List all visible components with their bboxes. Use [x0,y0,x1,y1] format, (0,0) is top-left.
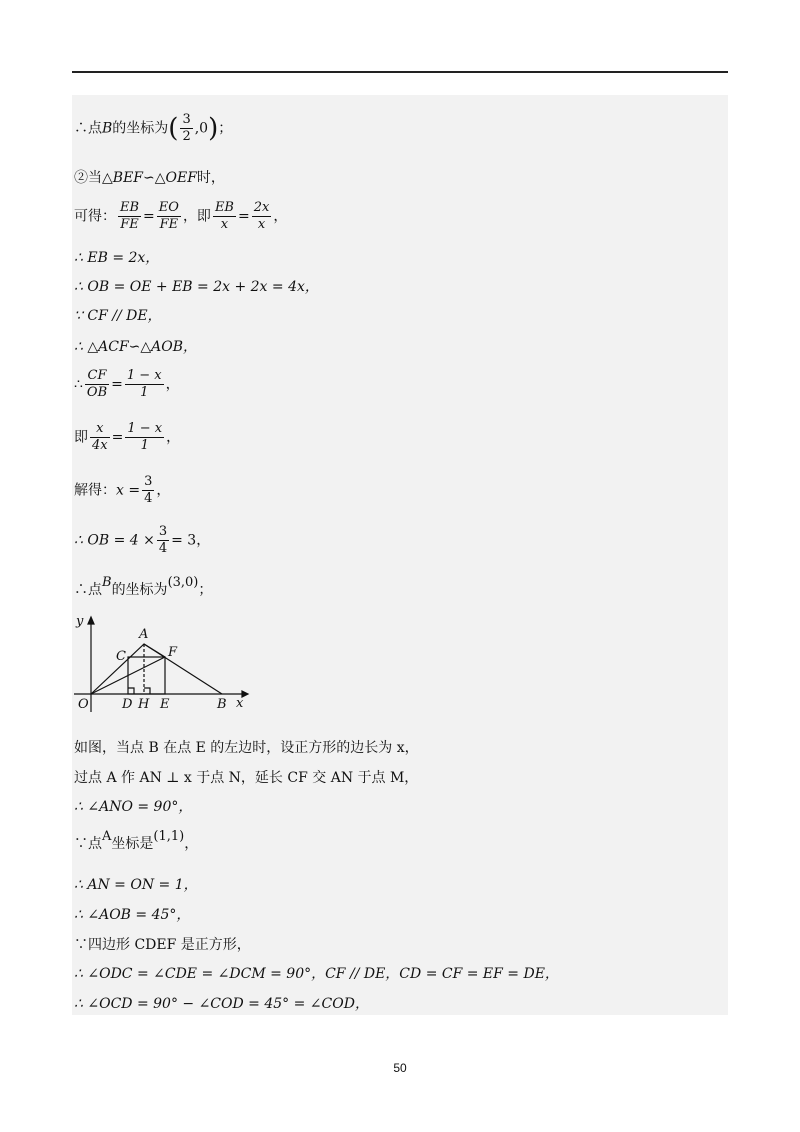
label-f: F [168,645,178,660]
line-ratio-1: 可得： $\frac{EB}{FE}$ = $\frac{EO}{FE}$ ，即 $\frac{EB}{x}$ = $\frac{2x}{x}$ ， [74,200,288,232]
right-angle-d [128,688,134,694]
line-construct: 过点 A 作 AN ⊥ x 于点 N，延长 CF 交 AN 于点 M， [74,770,419,786]
label-x: x [236,696,244,711]
label-d: D [122,697,133,712]
line-case-left: 如图，当点 B 在点 E 的左边时，设正方形的边长为 x， [74,740,419,756]
line-angle-aob: ∴ ∠AOB = 45°， [74,907,191,923]
line-similar: ∴ △ACF∽△AOB， [74,339,198,355]
geometry-figure [72,612,252,712]
line-b-coordinate-2: ∴点B的坐标为(3,0)； [74,575,213,598]
y-axis-arrow [88,617,94,624]
line-square: ∵四边形 CDEF 是正方形， [74,937,251,953]
right-angle-h [144,688,150,694]
line-angle-ano: ∴ ∠ANO = 90°， [74,799,193,815]
line-a-coordinate: ∵点A坐标是(1,1)， [74,829,199,852]
fraction: $\frac{3}{2}$ [182,112,191,144]
line-ob: ∴ OB = OE + EB = 2x + 2x = 4x， [74,279,319,295]
line-parallel: ∵ CF // DE， [74,308,162,324]
line-square-props: ∴ ∠ODC = ∠CDE = ∠DCM = 90°，CF // DE，CD = CF = EF = DE， [74,966,559,982]
header-rule [72,71,728,73]
label-o: O [78,697,89,712]
line-ratio-3: 即 $\frac{x}{4x}$ = $\frac{1 - x}{1}$ ， [74,421,181,453]
label-a: A [139,627,149,642]
line-ob-value: ∴ OB = 4 × $\frac{3}{4}$ = 3， [74,524,211,556]
page-number: 50 [393,1061,407,1075]
line-b-coordinate-1: ∴点B的坐标为( $\frac{3}{2}$ ,0)； [74,112,233,144]
line-case-2: ②当△BEF∽△OEF时， [74,170,225,186]
label-h: H [138,697,150,712]
line-eb: ∴ EB = 2x， [74,250,160,266]
label-y: y [76,614,84,629]
line-solve: 解得：x = $\frac{3}{4}$ ， [74,474,171,506]
label-e: E [160,697,170,712]
line-ratio-2: ∴ $\frac{CF}{OB}$ = $\frac{1 - x}{1}$ ， [74,368,180,400]
label-b: B [217,697,227,712]
label-c: C [116,649,126,664]
line-an-on: ∴ AN = ON = 1， [74,877,198,893]
segment-af [144,644,165,657]
line-angle-ocd: ∴ ∠OCD = 90° − ∠COD = 45° = ∠COD， [74,996,369,1012]
